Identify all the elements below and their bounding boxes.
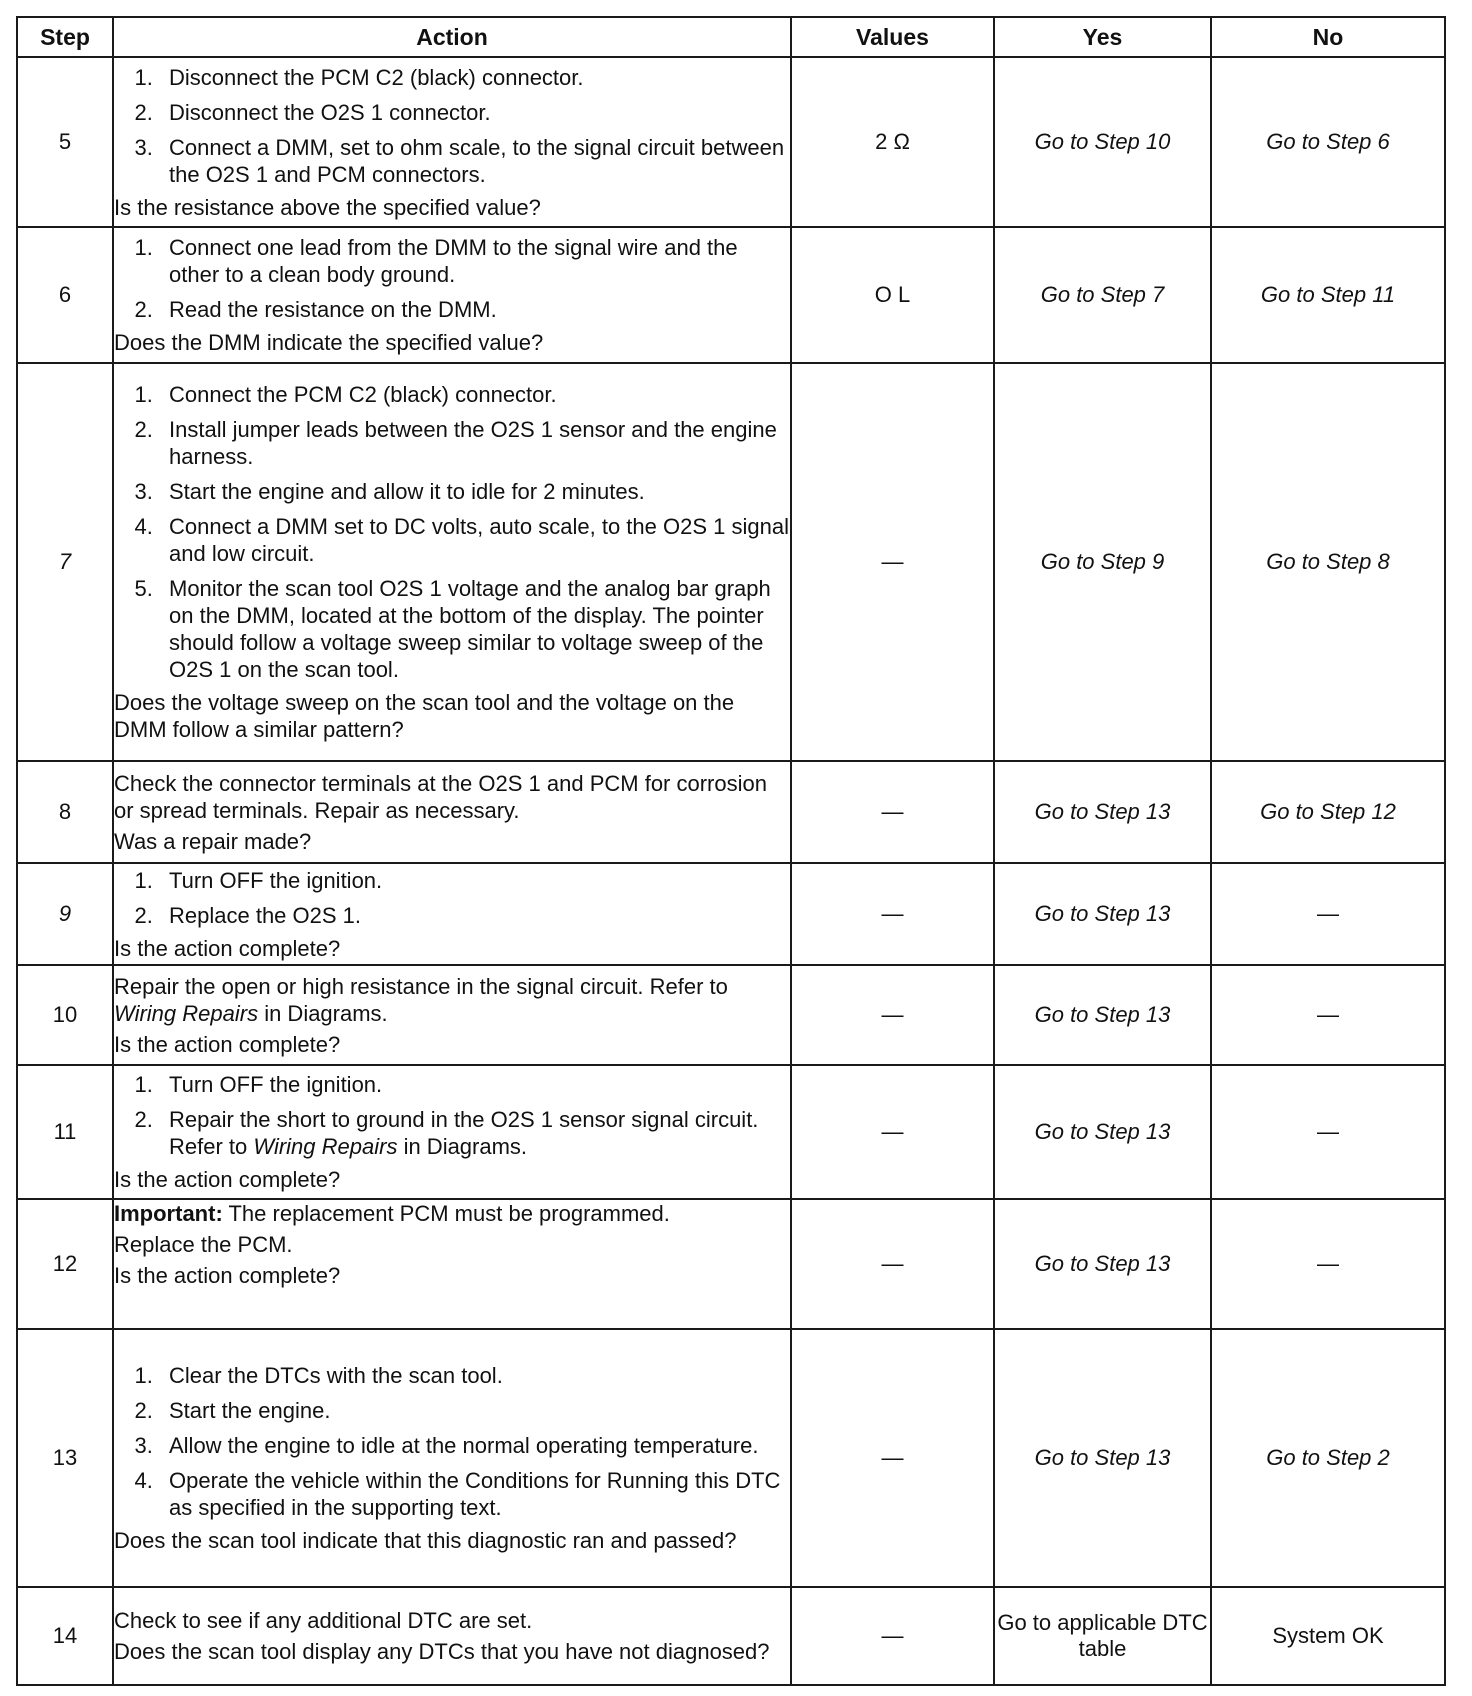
list-item: 3. Start the engine and allow it to idle for 2 minutes. <box>159 478 790 505</box>
question: Was a repair made? <box>114 828 312 854</box>
action-text: Replace the PCM. <box>114 1232 293 1257</box>
list-item: 2. Install jumper leads between the O2S 1 sensor and the engine harness. <box>159 416 790 470</box>
yes-cell: Go to Step 13 <box>994 1065 1211 1199</box>
action-list <box>114 1071 790 1160</box>
action-cell <box>113 965 791 1065</box>
action-cell <box>113 1199 791 1329</box>
no-cell: — <box>1211 863 1445 965</box>
no-cell: Go to Step 2 <box>1211 1329 1445 1587</box>
table-row <box>17 863 1445 965</box>
list-item: 1. Connect one lead from the DMM to the signal wire and the other to a clean body ground. <box>159 234 790 288</box>
step-number: 14 <box>17 1587 113 1685</box>
list-item: 3. Allow the engine to idle at the normal operating temperature. <box>159 1432 790 1459</box>
question: Does the scan tool indicate that this diagnostic ran and passed? <box>114 1528 737 1553</box>
value-cell: 2 Ω <box>791 57 994 227</box>
list-item: 1. Turn OFF the ignition. <box>159 1071 790 1098</box>
no-cell: System OK <box>1211 1587 1445 1685</box>
header-yes: Yes <box>994 17 1211 57</box>
table-row <box>17 1329 1445 1587</box>
action-text-part: in Diagrams. <box>397 1134 528 1159</box>
header-row <box>17 17 1445 57</box>
question: Does the DMM indicate the specified value? <box>114 330 544 355</box>
list-item: 1. Clear the DTCs with the scan tool. <box>159 1362 790 1389</box>
list-item: 2. Disconnect the O2S 1 connector. <box>159 99 790 126</box>
table-row <box>17 761 1445 863</box>
yes-cell: Go to applicable DTC table <box>994 1587 1211 1685</box>
action-cell <box>113 1587 791 1685</box>
list-item: 2. Replace the O2S 1. <box>159 902 790 929</box>
action-text <box>114 973 790 1027</box>
yes-cell: Go to Step 13 <box>994 761 1211 863</box>
action-cell <box>113 761 791 863</box>
list-item: 1. Disconnect the PCM C2 (black) connector. <box>159 64 790 91</box>
header-action: Action <box>113 17 791 57</box>
action-cell <box>113 1329 791 1587</box>
table-row <box>17 1587 1445 1685</box>
action-list <box>114 867 790 929</box>
question: Is the action complete? <box>114 1167 341 1192</box>
list-item: 1. Turn OFF the ignition. <box>159 867 790 894</box>
list-item: 4. Connect a DMM set to DC volts, auto scale, to the O2S 1 signal and low circuit. <box>159 513 790 567</box>
no-cell: — <box>1211 1065 1445 1199</box>
value-cell: — <box>791 363 994 761</box>
wiring-repairs-reference: Wiring Repairs <box>114 1000 259 1026</box>
step-number: 7 <box>17 363 113 761</box>
action-cell <box>113 227 791 363</box>
no-cell: — <box>1211 1199 1445 1329</box>
step-number: 6 <box>17 227 113 363</box>
yes-cell: Go to Step 13 <box>994 863 1211 965</box>
table-row <box>17 57 1445 227</box>
action-cell <box>113 57 791 227</box>
list-item: 2. Start the engine. <box>159 1397 790 1424</box>
question: Is the action complete? <box>114 1263 341 1288</box>
yes-cell: Go to Step 13 <box>994 1199 1211 1329</box>
diagnostic-table <box>16 16 1446 1686</box>
list-item: 3. Connect a DMM, set to ohm scale, to the signal circuit between the O2S 1 and PCM connectors. <box>159 134 790 188</box>
question: Is the resistance above the specified value? <box>114 194 541 220</box>
important-label: Important: <box>114 1201 223 1226</box>
header-step: Step <box>17 17 113 57</box>
table-row <box>17 1065 1445 1199</box>
action-list <box>114 1362 790 1521</box>
important-text: The replacement PCM must be programmed. <box>222 1201 670 1226</box>
question: Is the action complete? <box>114 1031 341 1057</box>
action-cell <box>113 863 791 965</box>
value-cell: — <box>791 1329 994 1587</box>
table-row <box>17 363 1445 761</box>
question: Does the voltage sweep on the scan tool and the voltage on the DMM follow a similar pattern? <box>114 690 735 742</box>
value-cell: — <box>791 863 994 965</box>
list-item: 2. Read the resistance on the DMM. <box>159 296 790 323</box>
header-values: Values <box>791 17 994 57</box>
value-cell: — <box>791 761 994 863</box>
action-list <box>114 234 790 323</box>
action-text: Check the connector terminals at the O2S 1 and PCM for corrosion or spread terminals. Repair as necessary. <box>114 770 767 823</box>
action-text-part: Repair the open or high resistance in the signal circuit. Refer to <box>114 973 728 999</box>
step-number: 12 <box>17 1199 113 1329</box>
header-no: No <box>1211 17 1445 57</box>
question: Is the action complete? <box>114 935 341 961</box>
table-row <box>17 1199 1445 1329</box>
question: Does the scan tool display any DTCs that you have not diagnosed? <box>114 1639 770 1664</box>
step-number: 11 <box>17 1065 113 1199</box>
list-item: 5. Monitor the scan tool O2S 1 voltage and the analog bar graph on the DMM, located at the bottom of the display. The pointer should follow a voltage sweep similar to voltage sweep of the O2S 1 on the scan tool. <box>159 575 790 683</box>
step-number: 9 <box>17 863 113 965</box>
step-number: 8 <box>17 761 113 863</box>
important-note <box>114 1200 790 1227</box>
list-item: 4. Operate the vehicle within the Conditions for Running this DTC as specified in the supporting text. <box>159 1467 790 1521</box>
action-cell <box>113 363 791 761</box>
table-row <box>17 227 1445 363</box>
table-row <box>17 965 1445 1065</box>
value-cell: — <box>791 1065 994 1199</box>
no-cell: Go to Step 6 <box>1211 57 1445 227</box>
wiring-repairs-reference: Wiring Repairs <box>253 1134 398 1159</box>
no-cell: — <box>1211 965 1445 1065</box>
action-list <box>114 64 790 188</box>
value-cell: — <box>791 1199 994 1329</box>
step-number: 13 <box>17 1329 113 1587</box>
value-cell: — <box>791 1587 994 1685</box>
no-cell: Go to Step 8 <box>1211 363 1445 761</box>
yes-cell: Go to Step 10 <box>994 57 1211 227</box>
no-cell: Go to Step 11 <box>1211 227 1445 363</box>
no-cell: Go to Step 12 <box>1211 761 1445 863</box>
action-cell <box>113 1065 791 1199</box>
yes-cell: Go to Step 9 <box>994 363 1211 761</box>
step-number: 5 <box>17 57 113 227</box>
action-list <box>114 381 790 683</box>
yes-cell: Go to Step 13 <box>994 965 1211 1065</box>
list-item: 1. Connect the PCM C2 (black) connector. <box>159 381 790 408</box>
action-text-part: Repair the short to ground in the O2S 1 sensor signal circuit. Refer to <box>169 1107 759 1159</box>
step-number: 10 <box>17 965 113 1065</box>
action-text: Check to see if any additional DTC are set. <box>114 1608 533 1633</box>
action-text-part: in Diagrams. <box>258 1000 388 1026</box>
list-item <box>159 1106 790 1160</box>
value-cell: O L <box>791 227 994 363</box>
value-cell: — <box>791 965 994 1065</box>
yes-cell: Go to Step 13 <box>994 1329 1211 1587</box>
yes-cell: Go to Step 7 <box>994 227 1211 363</box>
